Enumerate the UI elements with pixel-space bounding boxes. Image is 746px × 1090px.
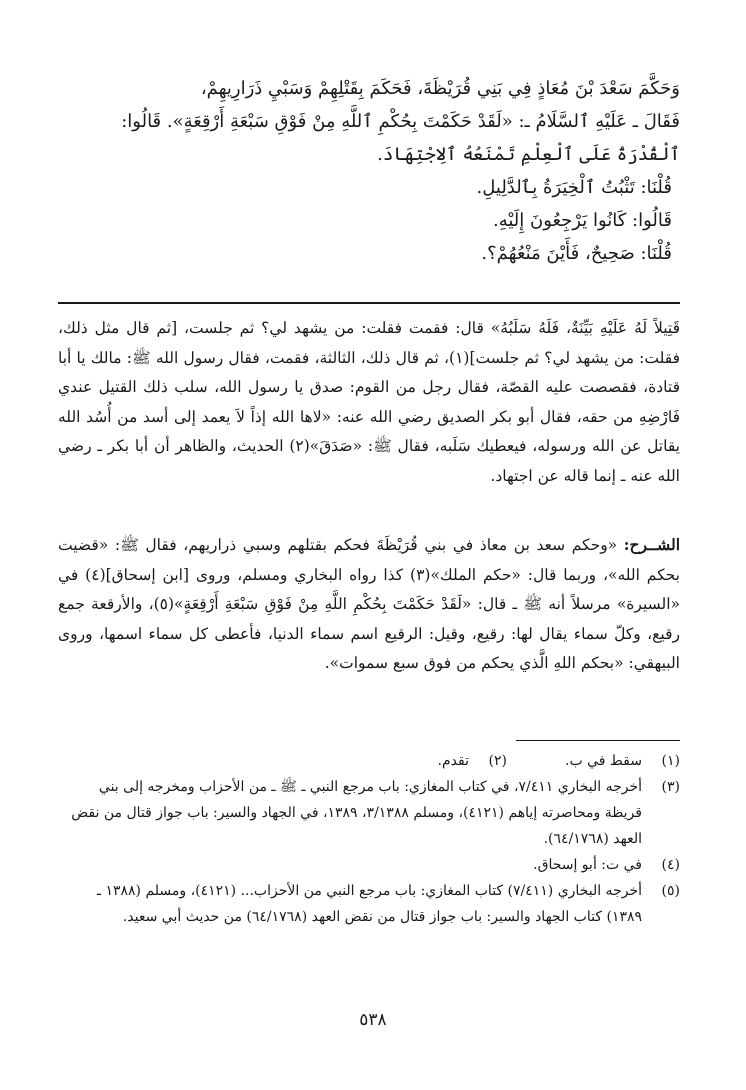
page-number: ٥٣٨ — [359, 1010, 387, 1030]
commentary-paragraph-1: قَتِيلاً لَهُ عَلَيْهِ بَيِّنَةٌ، فَلَهُ سَلَبُهُ» قال: فقمت فقلت: من يشهد لي؟ ثم جلست، [ثم قال مثل ذلك، فقلت: من يشهد لي؟ ثم جلست](١)، ثم قال ذلك، الثالثة، فقمت، فقال رسول الله ﷺ: مالك يا أبا قتادة، فقصصت عليه القصّة، فقال رجل من القوم: صدق يا رسول الله، سلب ذلك القتيل عندي فَارْضِهِ من حقه، فقال أبو بكر الصديق رضي الله عنه: «لاها الله إذاً لاَ يعمد إلى أسد من أُسُد الله يقاتل عن الله ورسوله، فيعطيك سَلَبه، فقال ﷺ: «صَدَقَ»(٢) الحديث، والظاهر أن أبا بكر ـ رضي الله عنه ـ إنما قاله عن اجتهاد. — [58, 319, 681, 485]
main-text-line-3: ٱلْقُدْرَةُ عَلَى ٱلْعِلْمِ تَمْنَعُهُ ٱلِاجْتِهَادَ. — [377, 144, 680, 165]
footnote-number: (٥) — [661, 883, 680, 899]
footnote-row-short — [58, 748, 680, 774]
main-text-line-6: قُلْنَا: صَحِيحٌ، فَأَيْنَ مَنْعُهُمْ؟. — [481, 243, 672, 264]
footnote-2 — [438, 748, 507, 774]
footnote-rule — [516, 740, 680, 741]
footnote-text: سقط في ب. — [565, 753, 642, 769]
footnote-number: (٢) — [488, 753, 507, 769]
commentary-body: «وحكم سعد بن معاذ في بني قُرَيْظَةَ فحكم بقتلهم وسبي ذراريهم، فقال ﷺ: «قضيت بحكم الله»، وربما قال: «حكم الملك»(٣) كذا رواه البخاري ومسلم، وروى [ابن إسحاق](٤) في «السيرة» مرسلاً أنه ﷺ ـ قال: «لَقَدْ حَكَمْتَ بِحُكْمِ اللَّهِ مِنْ فَوْقِ سَبْعَةِ أَرْقِعَةٍ»(٥)، والأرقعة جمع رقيع، وكلّ سماء يقال لها: رقيع، وقيل: الرقيع اسم سماء الدنيا، فأعطى كل سماء اسمها، وروى البيهقي: «بحكم اللهِ الَّذي يحكم من فوق سبع سموات». — [58, 536, 681, 672]
separator-rule — [58, 302, 680, 304]
footnotes — [58, 748, 680, 930]
footnote-number: (٤) — [661, 857, 680, 873]
main-text-line-2: فَقَالَ ـ عَلَيْهِ ٱلسَّلَامُ ـ: «لَقَدْ حَكَمْتَ بِحُكْمِ ٱللَّهِ مِنْ فَوْقِ سَبْعَةِ أَرْقِعَةٍ». قَالُوا: — [121, 111, 680, 132]
main-text-line-1: وَحَكَّمَ سَعْدَ بْنَ مُعَاذٍ فِي بَنِي قُرَيْظَةَ، فَحَكَمَ بِقَتْلِهِمْ وَسَبْيِ ذَرَارِيهِمْ، — [200, 78, 680, 99]
commentary-paragraph-2 — [58, 530, 680, 679]
main-text-line-5: قَالُوا: كَانُوا يَرْجِعُونَ إِلَيْهِ. — [492, 210, 672, 231]
footnote-3 — [58, 774, 680, 852]
main-text — [58, 72, 680, 270]
footnote-text: أخرجه البخاري ٧/٤١١، في كتاب المغازي: باب مرجع النبي ـ ﷺ ـ من الأحزاب ومخرجه إلى بني قريظة ومحاصرته إياهم (٤١٢١)، ومسلم ٣/١٣٨٨، ١٣٨٩، في الجهاد والسير: باب جواز قتال من نقض العهد (٦٤/١٧٦٨). — [71, 779, 642, 847]
footnote-4 — [58, 852, 680, 878]
commentary-lead-label: الشــرح: — [623, 535, 680, 554]
footnote-number: (٣) — [661, 779, 680, 795]
footnote-text: أخرجه البخاري (٧/٤١١) كتاب المغازي: باب مرجع النبي من الأحزاب... (٤١٢١)، ومسلم (١٣٨٨ ـ ١٣٨٩) كتاب الجهاد والسير: باب جواز قتال من نقض العهد (٦٤/١٧٦٨) من حديث أبي سعيد. — [96, 883, 642, 925]
footnote-text: تقدم. — [437, 753, 469, 769]
footnote-5 — [58, 878, 680, 930]
footnote-1 — [565, 748, 680, 774]
footnote-number: (١) — [661, 753, 680, 769]
main-text-line-4: قُلْنَا: تَثْبُتُ ٱلْخِيَرَةُ بِٱلدَّلِيلِ. — [476, 177, 672, 198]
footnote-text: في ت: أبو إسحاق. — [533, 857, 642, 873]
